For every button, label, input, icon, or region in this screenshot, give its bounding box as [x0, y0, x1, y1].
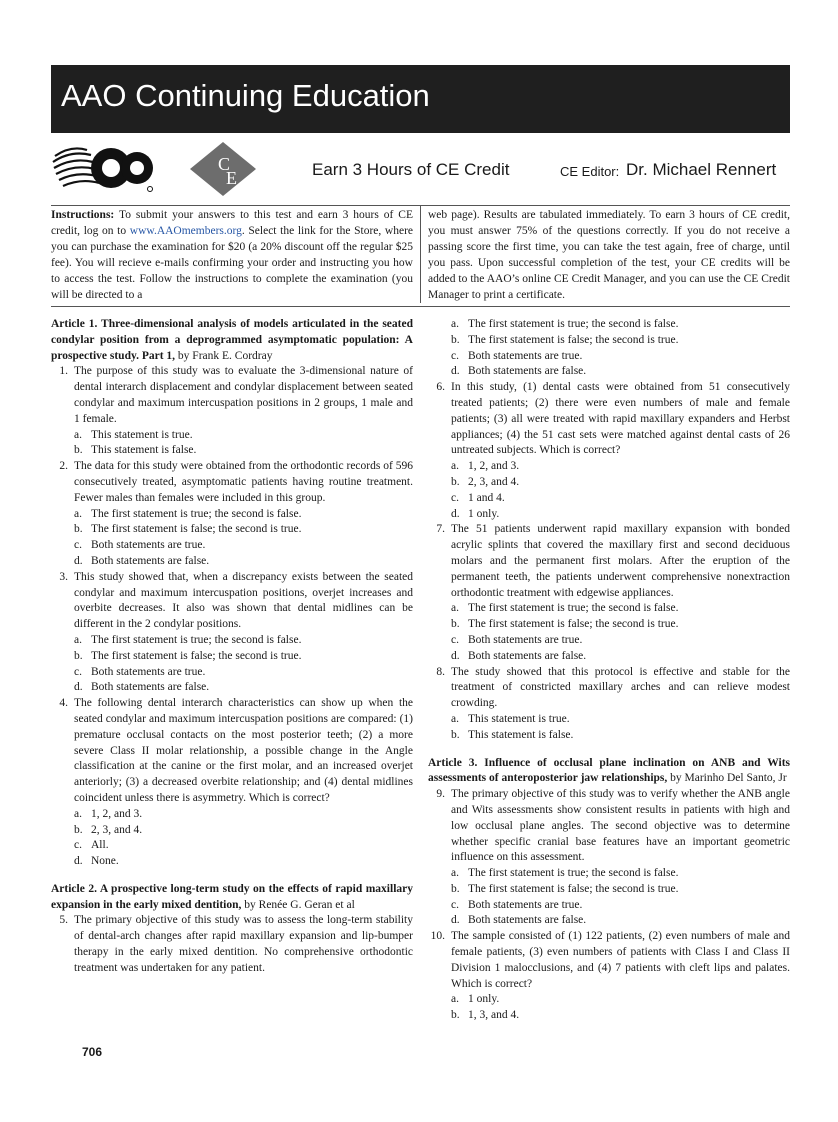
option-text: The first statement is false; the second is true.: [91, 649, 302, 662]
ce-logo-letter-e: E: [226, 168, 237, 188]
answer-option[interactable]: [51, 443, 413, 459]
option-letter: b.: [74, 523, 83, 536]
answer-option[interactable]: [428, 601, 790, 617]
option-letter: a.: [451, 712, 459, 725]
option-letter: a.: [451, 867, 459, 880]
option-letter: d.: [451, 914, 460, 927]
page-title: AAO Continuing Education: [61, 78, 430, 113]
option-text: The first statement is true; the second is false.: [468, 602, 679, 615]
question-3: [51, 570, 413, 633]
answer-option[interactable]: [51, 838, 413, 854]
option-letter: d.: [74, 554, 83, 567]
article-title: Article 3. Influence of occlusal plane inclination on ANB and Wits assessments of anteroposterior jaw relationships,: [428, 756, 790, 785]
answer-option[interactable]: [51, 428, 413, 444]
option-text: The first statement is true; the second is false.: [468, 318, 679, 330]
answer-option[interactable]: [428, 898, 790, 914]
article-1-heading: [51, 317, 413, 364]
question-number: 7.: [436, 523, 445, 536]
option-text: Both statements are false.: [91, 681, 210, 694]
option-text: 2, 3, and 4.: [468, 475, 520, 488]
answer-option[interactable]: [428, 475, 790, 491]
option-text: 1 only.: [468, 507, 500, 520]
question-text: The 51 patients underwent rapid maxillary expansion with bonded acrylic splints that covered the maxillary first and second deciduous molars and the permanent first molars. After the eruption of the permanent teeth, the patients underwent comprehensive nonextraction orthodontic treatment with edgewise appliances.: [451, 523, 790, 599]
earn-credit-heading: Earn 3 Hours of CE Credit: [312, 160, 510, 179]
ce-editor-label: CE Editor:: [560, 164, 620, 179]
answer-option[interactable]: [428, 712, 790, 728]
article-title: Article 2. A prospective long-term study on the effects of rapid maxillary expansion in the early mixed dentition,: [51, 882, 413, 911]
option-text: 1, 2, and 3.: [91, 807, 143, 820]
answer-option[interactable]: [428, 882, 790, 898]
question-10: [428, 929, 790, 992]
article-title: Article 1. Three-dimensional analysis of models articulated in the seated condylar position from a deprogrammed asymptomatic population: A prospective study. Part 1,: [51, 318, 413, 362]
question-text: The data for this study were obtained from the orthodontic records of 596 consecutively treated, asymptomatic patients having routine treatment. Fewer males than females were included in this group.: [74, 460, 413, 504]
instructions-text-2: . Select the link for the Store, where you can purchase the examination for $20 (a 20% discount off the regular $25 fee). You will recieve e-mails confirming your order and instructing you how to access the test. Follow the instructions to complete the examination (you will be directed to a: [51, 225, 413, 301]
option-letter: c.: [451, 349, 459, 362]
header-banner: [51, 65, 790, 133]
question-1: [51, 364, 413, 427]
ce-logo: [188, 140, 258, 198]
option-letter: c.: [451, 491, 459, 504]
option-letter: c.: [74, 539, 82, 552]
answer-option[interactable]: [428, 728, 790, 744]
answer-option[interactable]: [51, 554, 413, 570]
option-text: This statement is false.: [91, 444, 197, 457]
option-text: None.: [91, 855, 119, 868]
question-number: 4.: [59, 697, 68, 710]
answer-option[interactable]: [428, 649, 790, 665]
option-text: Both statements are true.: [91, 665, 206, 678]
option-letter: d.: [74, 855, 83, 868]
instructions-right: web page). Results are tabulated immediately. To earn 3 hours of CE credit, you must answer 75% of the questions correctly. If you do not receive a passing score the first time, you can take the test again, free of charge, until you pass. Upon successful completion of the test, your CE credits will be added to the AAO’s online CE Credit Manager, and you can use the CE Credit Manager to print a certificate.: [428, 209, 790, 301]
option-text: This statement is true.: [468, 712, 570, 725]
answer-option[interactable]: [428, 617, 790, 633]
question-number: 9.: [436, 788, 445, 801]
option-letter: a.: [74, 633, 82, 646]
article-3-heading: [428, 756, 790, 788]
option-letter: d.: [451, 365, 460, 378]
option-text: This statement is false.: [468, 728, 574, 741]
option-text: The first statement is true; the second is false.: [468, 867, 679, 880]
question-text: In this study, (1) dental casts were obtained from 51 consecutively treated patients; (2) there were even numbers of male and female patients; (3) all were treated with rapid maxillary expanders and Herbst appliances; (4) the 51 cast sets were matched against dental casts of 26 untreated subjects. Which is correct?: [451, 381, 790, 457]
answer-option[interactable]: [51, 854, 413, 870]
option-text: All.: [91, 839, 109, 852]
answer-option[interactable]: [51, 633, 413, 649]
option-text: The first statement is false; the second is true.: [468, 618, 679, 631]
question-6: [428, 380, 790, 459]
answer-option[interactable]: [428, 866, 790, 882]
question-9: [428, 787, 790, 866]
question-text: This study showed that, when a discrepancy exists between the seated condylar and maximum intercuspation positions, overjet increases and overbite decreases. It also was shown that dental midlines can be different in the 2 condylar positions.: [74, 570, 413, 631]
option-text: Both statements are false.: [91, 554, 210, 567]
ce-editor-name: Dr. Michael Rennert: [626, 160, 777, 179]
answer-option[interactable]: [51, 507, 413, 523]
option-text: Both statements are false.: [468, 365, 587, 378]
option-letter: b.: [451, 882, 460, 895]
option-text: Both statements are true.: [468, 349, 583, 362]
option-text: 2, 3, and 4.: [91, 823, 143, 836]
option-letter: c.: [74, 665, 82, 678]
option-text: 1, 2, and 3.: [468, 460, 520, 473]
article-author: by Marinho Del Santo, Jr: [667, 772, 787, 785]
option-text: Both statements are true.: [468, 898, 583, 911]
answer-option[interactable]: [428, 349, 790, 365]
page-number: 706: [82, 1045, 103, 1059]
instructions-divider: [51, 306, 790, 307]
option-text: Both statements are false.: [468, 649, 587, 662]
option-text: The first statement is true; the second is false.: [91, 507, 302, 520]
option-letter: c.: [451, 633, 459, 646]
answer-option[interactable]: [428, 317, 790, 333]
option-text: Both statements are false.: [468, 914, 587, 927]
option-letter: c.: [451, 898, 459, 911]
option-text: The first statement is true; the second is false.: [91, 633, 302, 646]
article-author: by Renée G. Geran et al: [241, 898, 355, 911]
question-8: [428, 665, 790, 712]
question-text: The primary objective of this study was to verify whether the ANB angle and Wits assessments show consistent results in patients with high and low occlusal plane angles. The second objective was to determine whether specific cranial base features have an important geometric influence on this assessment.: [451, 788, 790, 864]
question-text: The sample consisted of (1) 122 patients, (2) even numbers of male and female patients, (3) even numbers of patients with Class I and Class II Division 1 malocclusions, and (4) 7 patients with cleft lips and palates. Which is correct?: [451, 930, 790, 990]
ce-logo-letter-c: C: [218, 154, 231, 174]
option-letter: a.: [451, 993, 459, 1006]
question-number: 2.: [59, 460, 68, 473]
aao-logo: [51, 142, 155, 194]
option-letter: b.: [451, 728, 460, 741]
answer-option[interactable]: [428, 913, 790, 929]
answer-option[interactable]: [51, 823, 413, 839]
option-text: Both statements are true.: [468, 633, 583, 646]
article-2-heading: [51, 882, 413, 914]
option-text: 1, 3, and 4.: [468, 1009, 520, 1022]
question-text: The following dental interarch characteristics can show up when the seated condylar and maximum intercuspation positions are compared: (1) premature occlusal contacts on the most posterior teeth; (2) a more severe Class II molar relationship, a possible change in the Angle classification at the canine or the first molar, and an increased overjet anteriorly; (3) a decreased overbite relationship; and (4) dental midlines coincident unless there is asymmetry. Which is correct?: [74, 697, 413, 804]
option-letter: b.: [451, 333, 460, 346]
aao-members-link[interactable]: www.AAOmembers.org: [129, 225, 242, 237]
option-letter: a.: [451, 318, 459, 330]
option-letter: b.: [74, 649, 83, 662]
option-letter: a.: [74, 507, 82, 520]
option-letter: b.: [451, 475, 460, 488]
option-letter: b.: [451, 618, 460, 631]
option-letter: a.: [74, 807, 82, 820]
option-letter: c.: [74, 839, 82, 852]
option-text: This statement is true.: [91, 428, 193, 441]
question-text: The purpose of this study was to evaluate the 3-dimensional nature of dental interarch displacement and condylar displacement between seated condylar and maximum intercuspation positions in 2 groups, 1 male and 1 female.: [74, 365, 413, 425]
option-letter: a.: [451, 460, 459, 473]
instructions-left: [51, 207, 413, 303]
answer-option[interactable]: [428, 992, 790, 1008]
question-number: 5.: [59, 914, 68, 927]
answer-option[interactable]: [428, 491, 790, 507]
option-text: 1 and 4.: [468, 491, 505, 504]
answer-option[interactable]: [51, 538, 413, 554]
answer-option[interactable]: [428, 633, 790, 649]
article-author: by Frank E. Cordray: [175, 349, 273, 362]
answer-option[interactable]: [428, 459, 790, 475]
option-letter: d.: [74, 681, 83, 694]
answer-option[interactable]: [51, 807, 413, 823]
option-letter: a.: [74, 428, 82, 441]
option-letter: b.: [74, 444, 83, 457]
question-text: The study showed that this protocol is effective and stable for the treatment of constricted maxillary arches and can relieve modest crowding.: [451, 665, 790, 710]
option-letter: b.: [451, 1009, 460, 1022]
instructions-column-divider: [420, 206, 421, 303]
option-letter: d.: [451, 649, 460, 662]
question-7: [428, 522, 790, 601]
option-text: The first statement is false; the second is true.: [468, 882, 679, 895]
right-column: [428, 317, 790, 1024]
answer-option[interactable]: [51, 522, 413, 538]
answer-option[interactable]: [428, 507, 790, 523]
question-4: [51, 696, 413, 807]
answer-option[interactable]: [51, 649, 413, 665]
answer-option[interactable]: [428, 333, 790, 349]
question-number: 1.: [59, 365, 68, 378]
question-number: 10.: [430, 930, 445, 943]
option-text: 1 only.: [468, 993, 500, 1006]
answer-option[interactable]: [51, 680, 413, 696]
answer-option[interactable]: [428, 364, 790, 380]
instructions-label: Instructions:: [51, 209, 115, 221]
option-letter: d.: [451, 507, 460, 520]
option-text: The first statement is false; the second is true.: [468, 333, 679, 346]
answer-option[interactable]: [428, 1008, 790, 1024]
option-letter: a.: [451, 602, 459, 615]
question-number: 8.: [436, 665, 445, 678]
question-2: [51, 459, 413, 506]
instructions-text-1: To submit your answers to this test and earn 3 hours of CE credit, log on to: [51, 209, 413, 237]
question-number: 3.: [59, 570, 68, 583]
option-letter: b.: [74, 823, 83, 836]
left-column: [51, 317, 413, 977]
option-text: Both statements are true.: [91, 539, 206, 552]
question-text: The primary objective of this study was to assess the long-term stability of dental-arch changes after rapid maxillary expansion and lip-bumper therapy in the early mixed dentition. No comprehensive orthodontic treatment was undertaken for any patient.: [74, 914, 413, 974]
question-5: [51, 913, 413, 976]
answer-option[interactable]: [51, 665, 413, 681]
question-number: 6.: [436, 381, 445, 394]
option-text: The first statement is false; the second is true.: [91, 523, 302, 536]
